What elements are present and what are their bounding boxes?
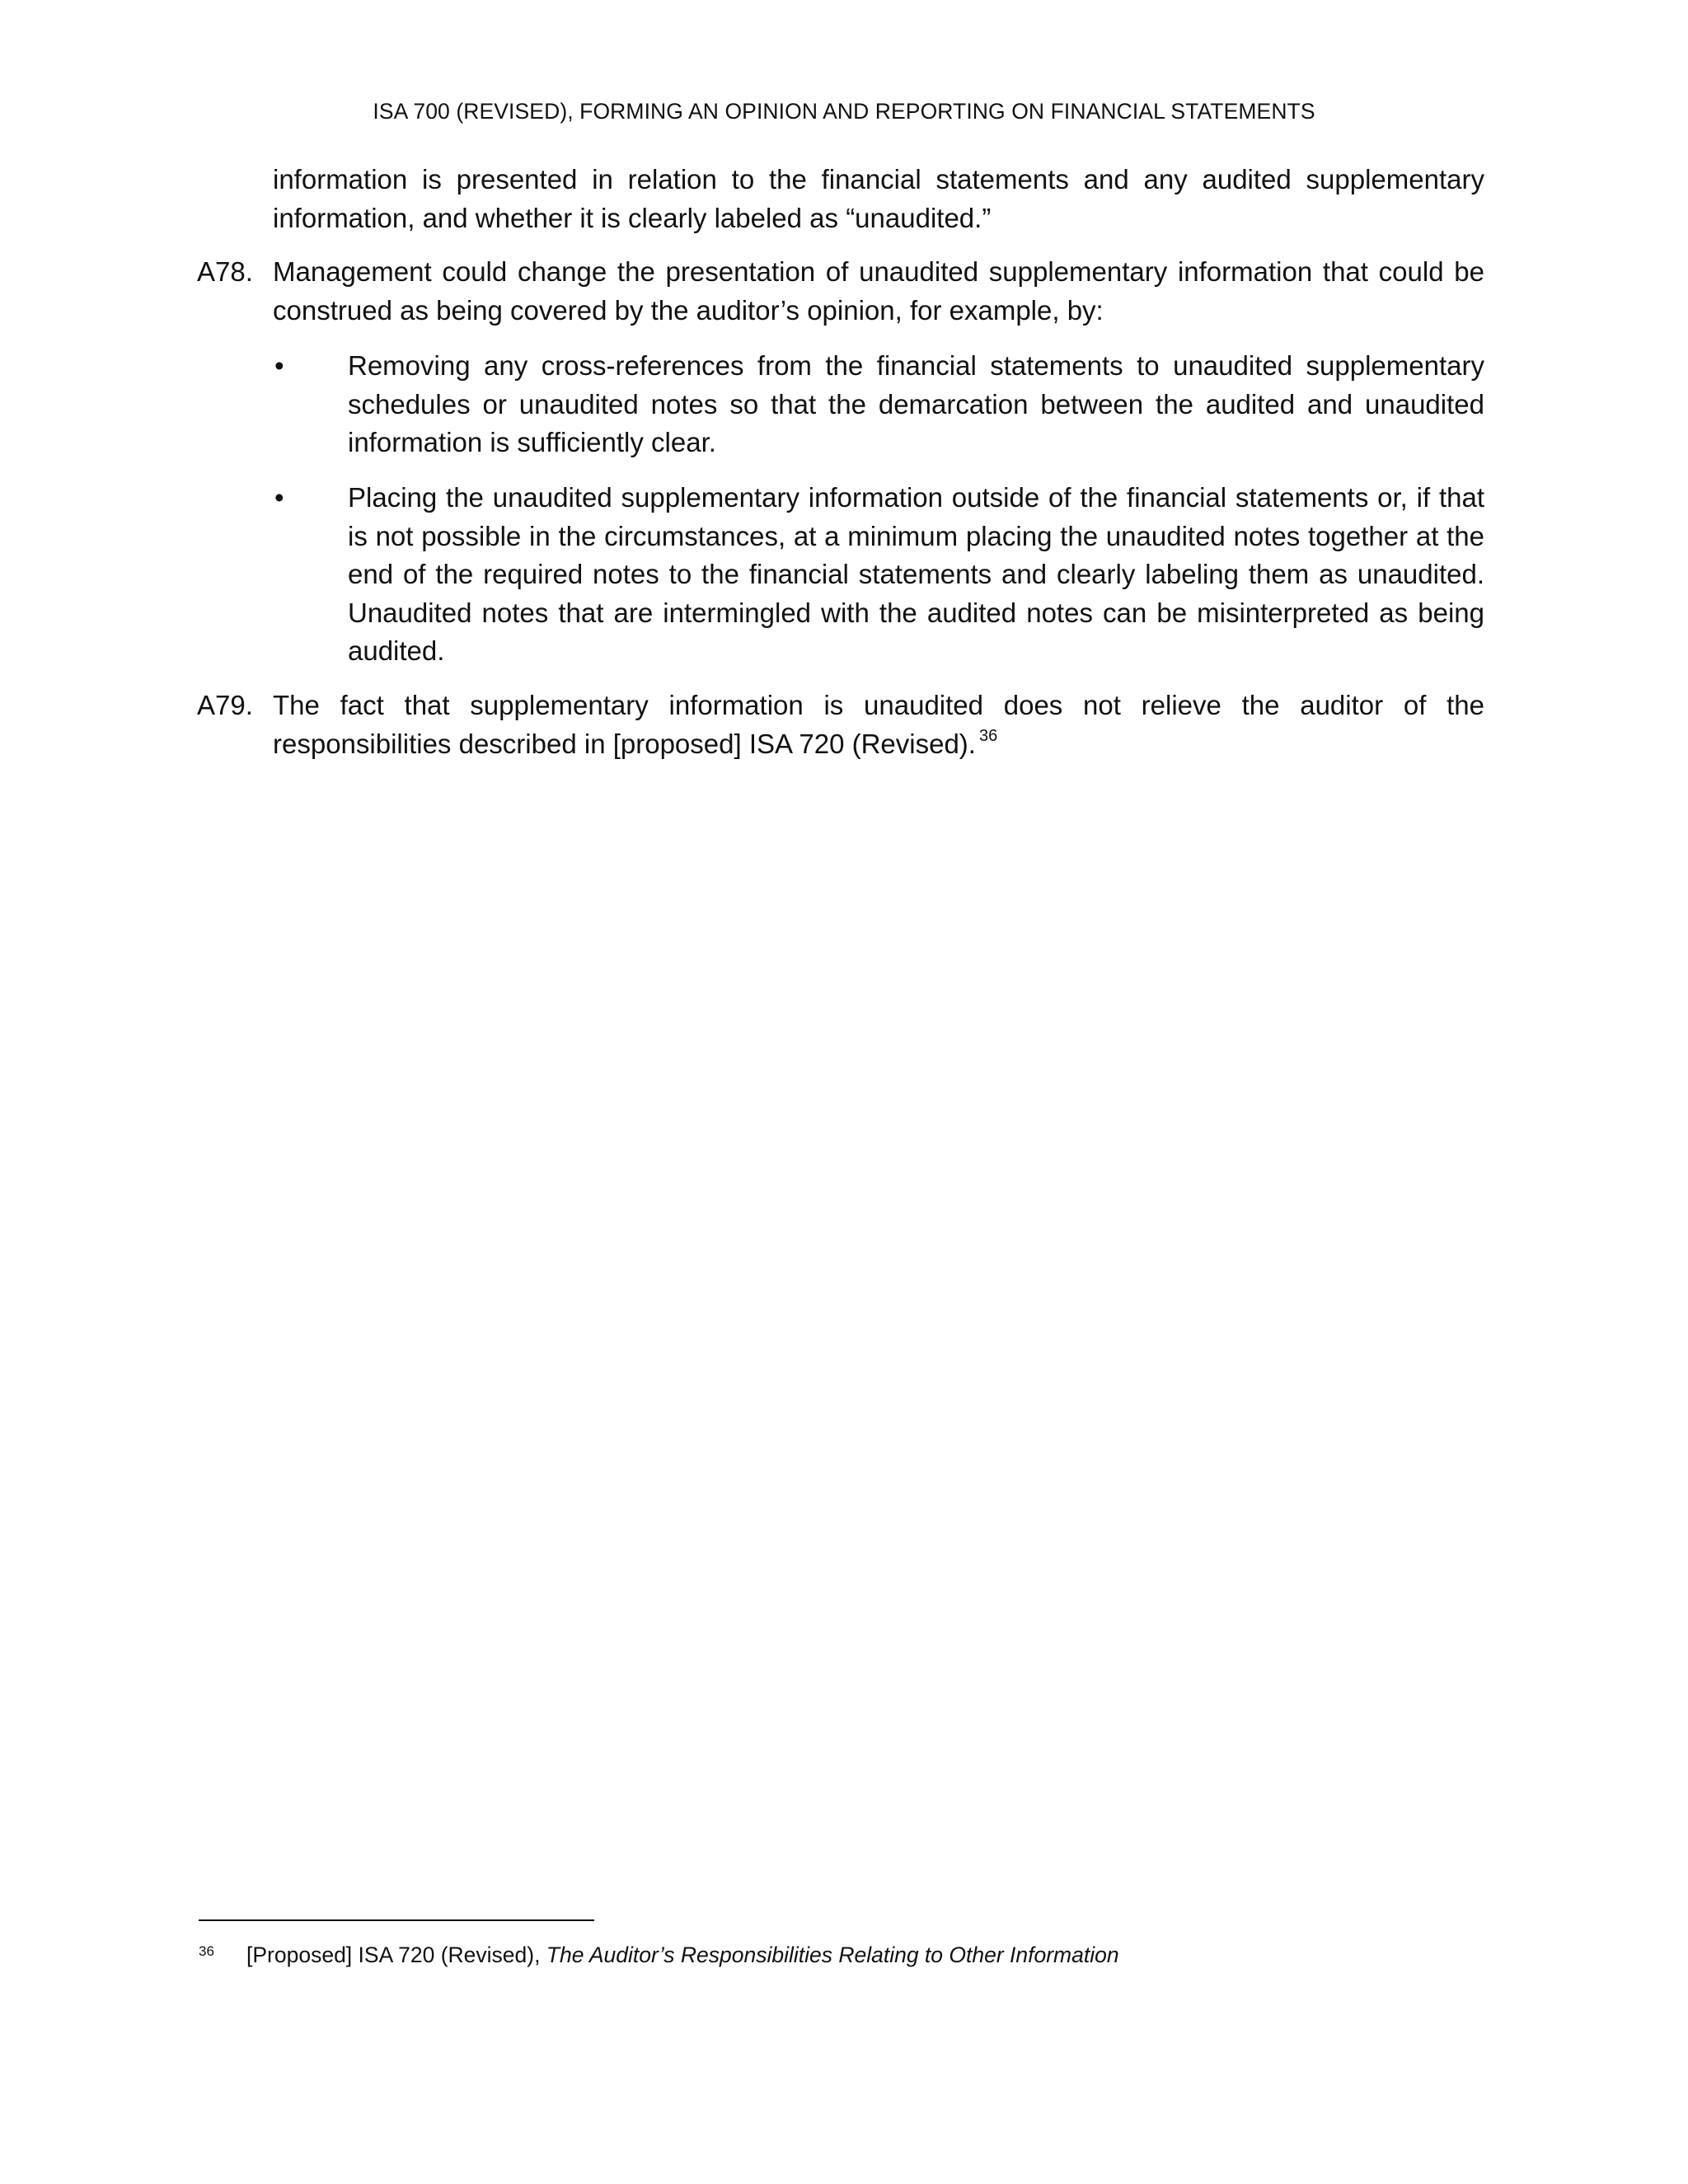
bullet-marker: • (274, 350, 284, 381)
paragraph-a79 (197, 687, 1484, 767)
paragraph-text: Management could change the presentation of unaudited supplementary information that could be construed as being covered by the auditor’s opinion, for example, by: (273, 256, 1484, 326)
footnote (199, 1941, 1484, 1969)
running-header: ISA 700 (REVISED), FORMING AN OPINION AND REPORTING ON FINANCIAL STATEMENTS (373, 99, 1315, 124)
footnote-title: The Auditor’s Responsibilities Relating to Other Information (546, 1943, 1119, 1967)
footnote-text (246, 1941, 1484, 1969)
continued-paragraph-text: information is presented in relation to the financial statements and any audited supplementary information, and whether it is clearly labeled as “unaudited.” (273, 164, 1484, 233)
bullet-marker: • (274, 482, 284, 513)
bullet-item (273, 347, 1484, 462)
footnote-reference[interactable]: 36 (978, 726, 998, 745)
paragraph-number: A79. (197, 690, 253, 720)
bullet-text: Removing any cross-references from the financial statements to unaudited supplementary schedules or unaudited notes so that the demarcation between the audited and unaudited information is sufficiently clear. (348, 350, 1484, 457)
paragraph-number: A78. (197, 256, 253, 287)
paragraph-text (273, 687, 1484, 767)
bullet-item (273, 479, 1484, 671)
footnote-source: [Proposed] ISA 720 (Revised), (246, 1943, 546, 1967)
bullet-text: Placing the unaudited supplementary information outside of the financial statements or, if that is not possible in the circumstances, at a minimum placing the unaudited notes together at the end of the required notes to the financial statements and clearly labeling them as unaudited. Unaudited notes that are intermingled with the audited notes can be misinterpreted as being audited. (348, 482, 1484, 666)
paragraph-a78 (197, 253, 1484, 330)
footnote-number: 36 (199, 1943, 214, 1959)
footnote-separator (199, 1919, 594, 1921)
paragraph-body: The fact that supplementary information is unaudited does not relieve the auditor of the responsibilities described in [proposed] ISA 720 (Revised). (273, 690, 1484, 759)
